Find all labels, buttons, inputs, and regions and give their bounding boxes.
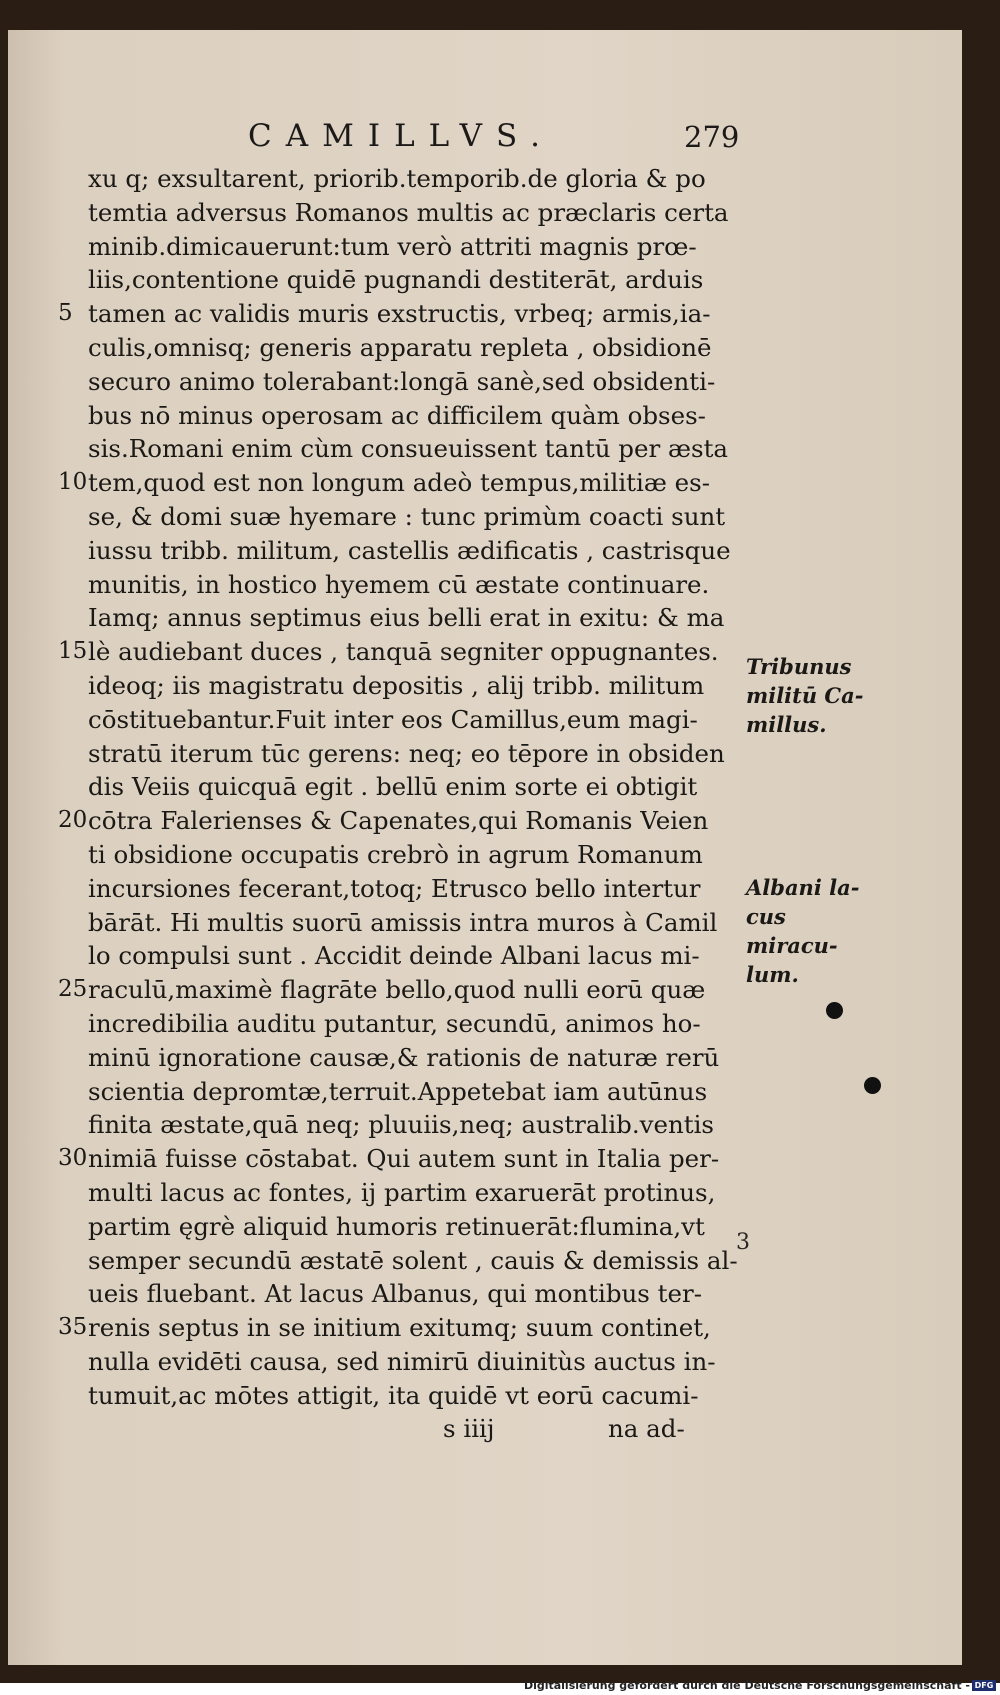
text-line bbox=[58, 466, 728, 500]
text-line bbox=[58, 1142, 728, 1176]
text-line bbox=[88, 1379, 728, 1413]
text-line bbox=[88, 1108, 728, 1142]
text-line bbox=[88, 601, 728, 635]
signature-mark: s iiij bbox=[443, 1414, 495, 1444]
line-text: raculū,maximè flagrāte bello,quod nulli eorū quæ bbox=[88, 975, 706, 1005]
line-text: liis,contentione quidē pugnandi destiterāt, arduis bbox=[88, 265, 704, 295]
margin-note-line: lum. bbox=[746, 962, 799, 987]
text-line bbox=[88, 1244, 738, 1278]
line-text: stratū iterum tūc gerens: neq; eo tēpore in obsiden bbox=[88, 738, 725, 768]
margin-note-albani bbox=[746, 873, 866, 989]
line-text: incredibilia auditu putantur, secundū, animos ho- bbox=[88, 1008, 701, 1038]
line-text: bārāt. Hi multis suorū amissis intra muros à Camil bbox=[88, 907, 718, 937]
line-number: 30 bbox=[58, 1145, 88, 1172]
page-number: 279 bbox=[684, 120, 740, 154]
text-line bbox=[88, 1007, 728, 1041]
line-text: semper secundū æstatē solent , cauis & demissis al- bbox=[88, 1245, 738, 1275]
text-line bbox=[88, 1277, 728, 1311]
line-number: 15 bbox=[58, 638, 88, 665]
text-line bbox=[58, 973, 728, 1007]
text-line bbox=[88, 1075, 728, 1109]
text-line bbox=[88, 906, 728, 940]
line-text: temtia adversus Romanos multis ac præclaris certa bbox=[88, 197, 729, 227]
line-text: Iamq; annus septimus eius belli erat in exitu: & ma bbox=[88, 603, 725, 633]
line-text: lè audiebant duces , tanquā segniter oppugnantes. bbox=[88, 637, 719, 667]
line-text: culis,omnisq; generis apparatu repleta , obsidionē bbox=[88, 332, 712, 362]
running-head: CAMILLVS. bbox=[248, 118, 554, 154]
line-text: sis.Romani enim cùm consueuissent tantū per æsta bbox=[88, 434, 729, 464]
line-text: ueis fluebant. At lacus Albanus, qui montibus ter- bbox=[88, 1279, 702, 1309]
line-text: minū ignoratione causæ,& rationis de naturæ rerū bbox=[88, 1042, 720, 1072]
text-line bbox=[88, 162, 728, 196]
text-line bbox=[88, 399, 728, 433]
margin-note-tribunus bbox=[746, 652, 863, 739]
line-text: iussu tribb. militum, castellis ædificatis , castrisque bbox=[88, 535, 731, 565]
line-text: renis septus in se initium exitumq; suum continet, bbox=[88, 1313, 711, 1343]
line-text: securo animo tolerabant:longā sanè,sed obsidenti- bbox=[88, 366, 716, 396]
line-text: tem,quod est non longum adeò tempus,militiæ es- bbox=[88, 468, 711, 498]
margin-mark: 3 bbox=[736, 1230, 750, 1255]
line-number: 20 bbox=[58, 807, 88, 834]
text-line bbox=[88, 534, 731, 568]
text-line bbox=[58, 804, 728, 838]
text-line bbox=[58, 635, 728, 669]
catchword: na ad- bbox=[608, 1414, 685, 1444]
margin-note-line: millus. bbox=[746, 712, 827, 737]
text-line bbox=[88, 770, 728, 804]
line-text: scientia depromtæ,terruit.Appetebat iam autūnus bbox=[88, 1076, 708, 1106]
margin-note-line: cus miracu- bbox=[746, 904, 838, 958]
line-text: cōstituebantur.Fuit inter eos Camillus,eum magi- bbox=[88, 704, 698, 734]
text-line bbox=[88, 1345, 728, 1379]
text-line bbox=[88, 263, 728, 297]
text-line bbox=[88, 432, 728, 466]
line-text: se, & domi suæ hyemare : tunc primùm coacti sunt bbox=[88, 501, 726, 531]
book-page bbox=[8, 30, 962, 1665]
margin-note-line: Tribunus bbox=[746, 654, 852, 679]
digitization-credit: Digitalisierung gefördert durch die Deutsche Forschungsgemeinschaft - bbox=[523, 1679, 970, 1692]
margin-note-line: Albani la- bbox=[746, 875, 860, 900]
line-text: munitis, in hostico hyemem cū æstate continuare. bbox=[88, 569, 710, 599]
text-line bbox=[88, 669, 728, 703]
line-text: incursiones fecerant,totoq; Etrusco bello intertur bbox=[88, 873, 701, 903]
text-line bbox=[88, 568, 728, 602]
line-text: nimiā fuisse cōstabat. Qui autem sunt in Italia per- bbox=[88, 1144, 720, 1174]
line-text: multi lacus ac fontes, ij partim exaruerāt protinus, bbox=[88, 1177, 716, 1207]
line-text: lo compulsi sunt . Accidit deinde Albani lacus mi- bbox=[88, 941, 700, 971]
ink-dot bbox=[864, 1077, 881, 1094]
line-text: ideoq; iis magistratu depositis , alij tribb. militum bbox=[88, 670, 705, 700]
line-text: bus nō minus operosam ac difficilem quàm obses- bbox=[88, 400, 706, 430]
text-line bbox=[88, 703, 728, 737]
text-line bbox=[58, 1311, 728, 1345]
line-text: finita æstate,quā neq; pluuiis,neq; australib.ventis bbox=[88, 1110, 714, 1140]
line-text: xu q; exsultarent, priorib.temporib.de gloria & po bbox=[88, 164, 706, 193]
text-line bbox=[88, 737, 728, 771]
dfg-logo: DFG bbox=[972, 1680, 996, 1691]
text-line bbox=[88, 230, 728, 264]
margin-note-line: militū Ca- bbox=[746, 683, 864, 708]
line-text: tumuit,ac mōtes attigit, ita quidē vt eorū cacumi- bbox=[88, 1380, 699, 1410]
line-number: 25 bbox=[58, 976, 88, 1003]
body-text bbox=[58, 162, 738, 1446]
line-number: 5 bbox=[58, 300, 73, 327]
line-number: 35 bbox=[58, 1314, 88, 1341]
text-line bbox=[88, 1176, 728, 1210]
text-line bbox=[88, 1210, 728, 1244]
line-text: dis Veiis quicquā egit . bellū enim sorte ei obtigit bbox=[88, 772, 698, 802]
line-text: minib.dimicauerunt:tum verò attriti magnis prœ- bbox=[88, 231, 697, 261]
signature-line bbox=[88, 1412, 728, 1446]
text-line bbox=[88, 365, 728, 399]
line-text: partim ęgrè aliquid humoris retinuerāt:flumina,vt bbox=[88, 1211, 705, 1241]
text-line bbox=[88, 196, 728, 230]
line-text: ti obsidione occupatis crebrò in agrum Romanum bbox=[88, 839, 703, 869]
ink-dot bbox=[826, 1002, 843, 1019]
text-line bbox=[88, 500, 728, 534]
text-line bbox=[88, 872, 728, 906]
text-line bbox=[88, 939, 728, 973]
text-line bbox=[88, 1041, 728, 1075]
text-line bbox=[88, 331, 728, 365]
text-line bbox=[88, 838, 728, 872]
line-text: cōtra Falerienses & Capenates,qui Romanis Veien bbox=[88, 806, 709, 836]
line-text: tamen ac validis muris exstructis, vrbeq; armis,ia- bbox=[88, 299, 711, 329]
line-text: nulla evidēti causa, sed nimirū diuinitùs auctus in- bbox=[88, 1346, 716, 1376]
line-number: 10 bbox=[58, 469, 88, 496]
text-line bbox=[58, 297, 728, 331]
